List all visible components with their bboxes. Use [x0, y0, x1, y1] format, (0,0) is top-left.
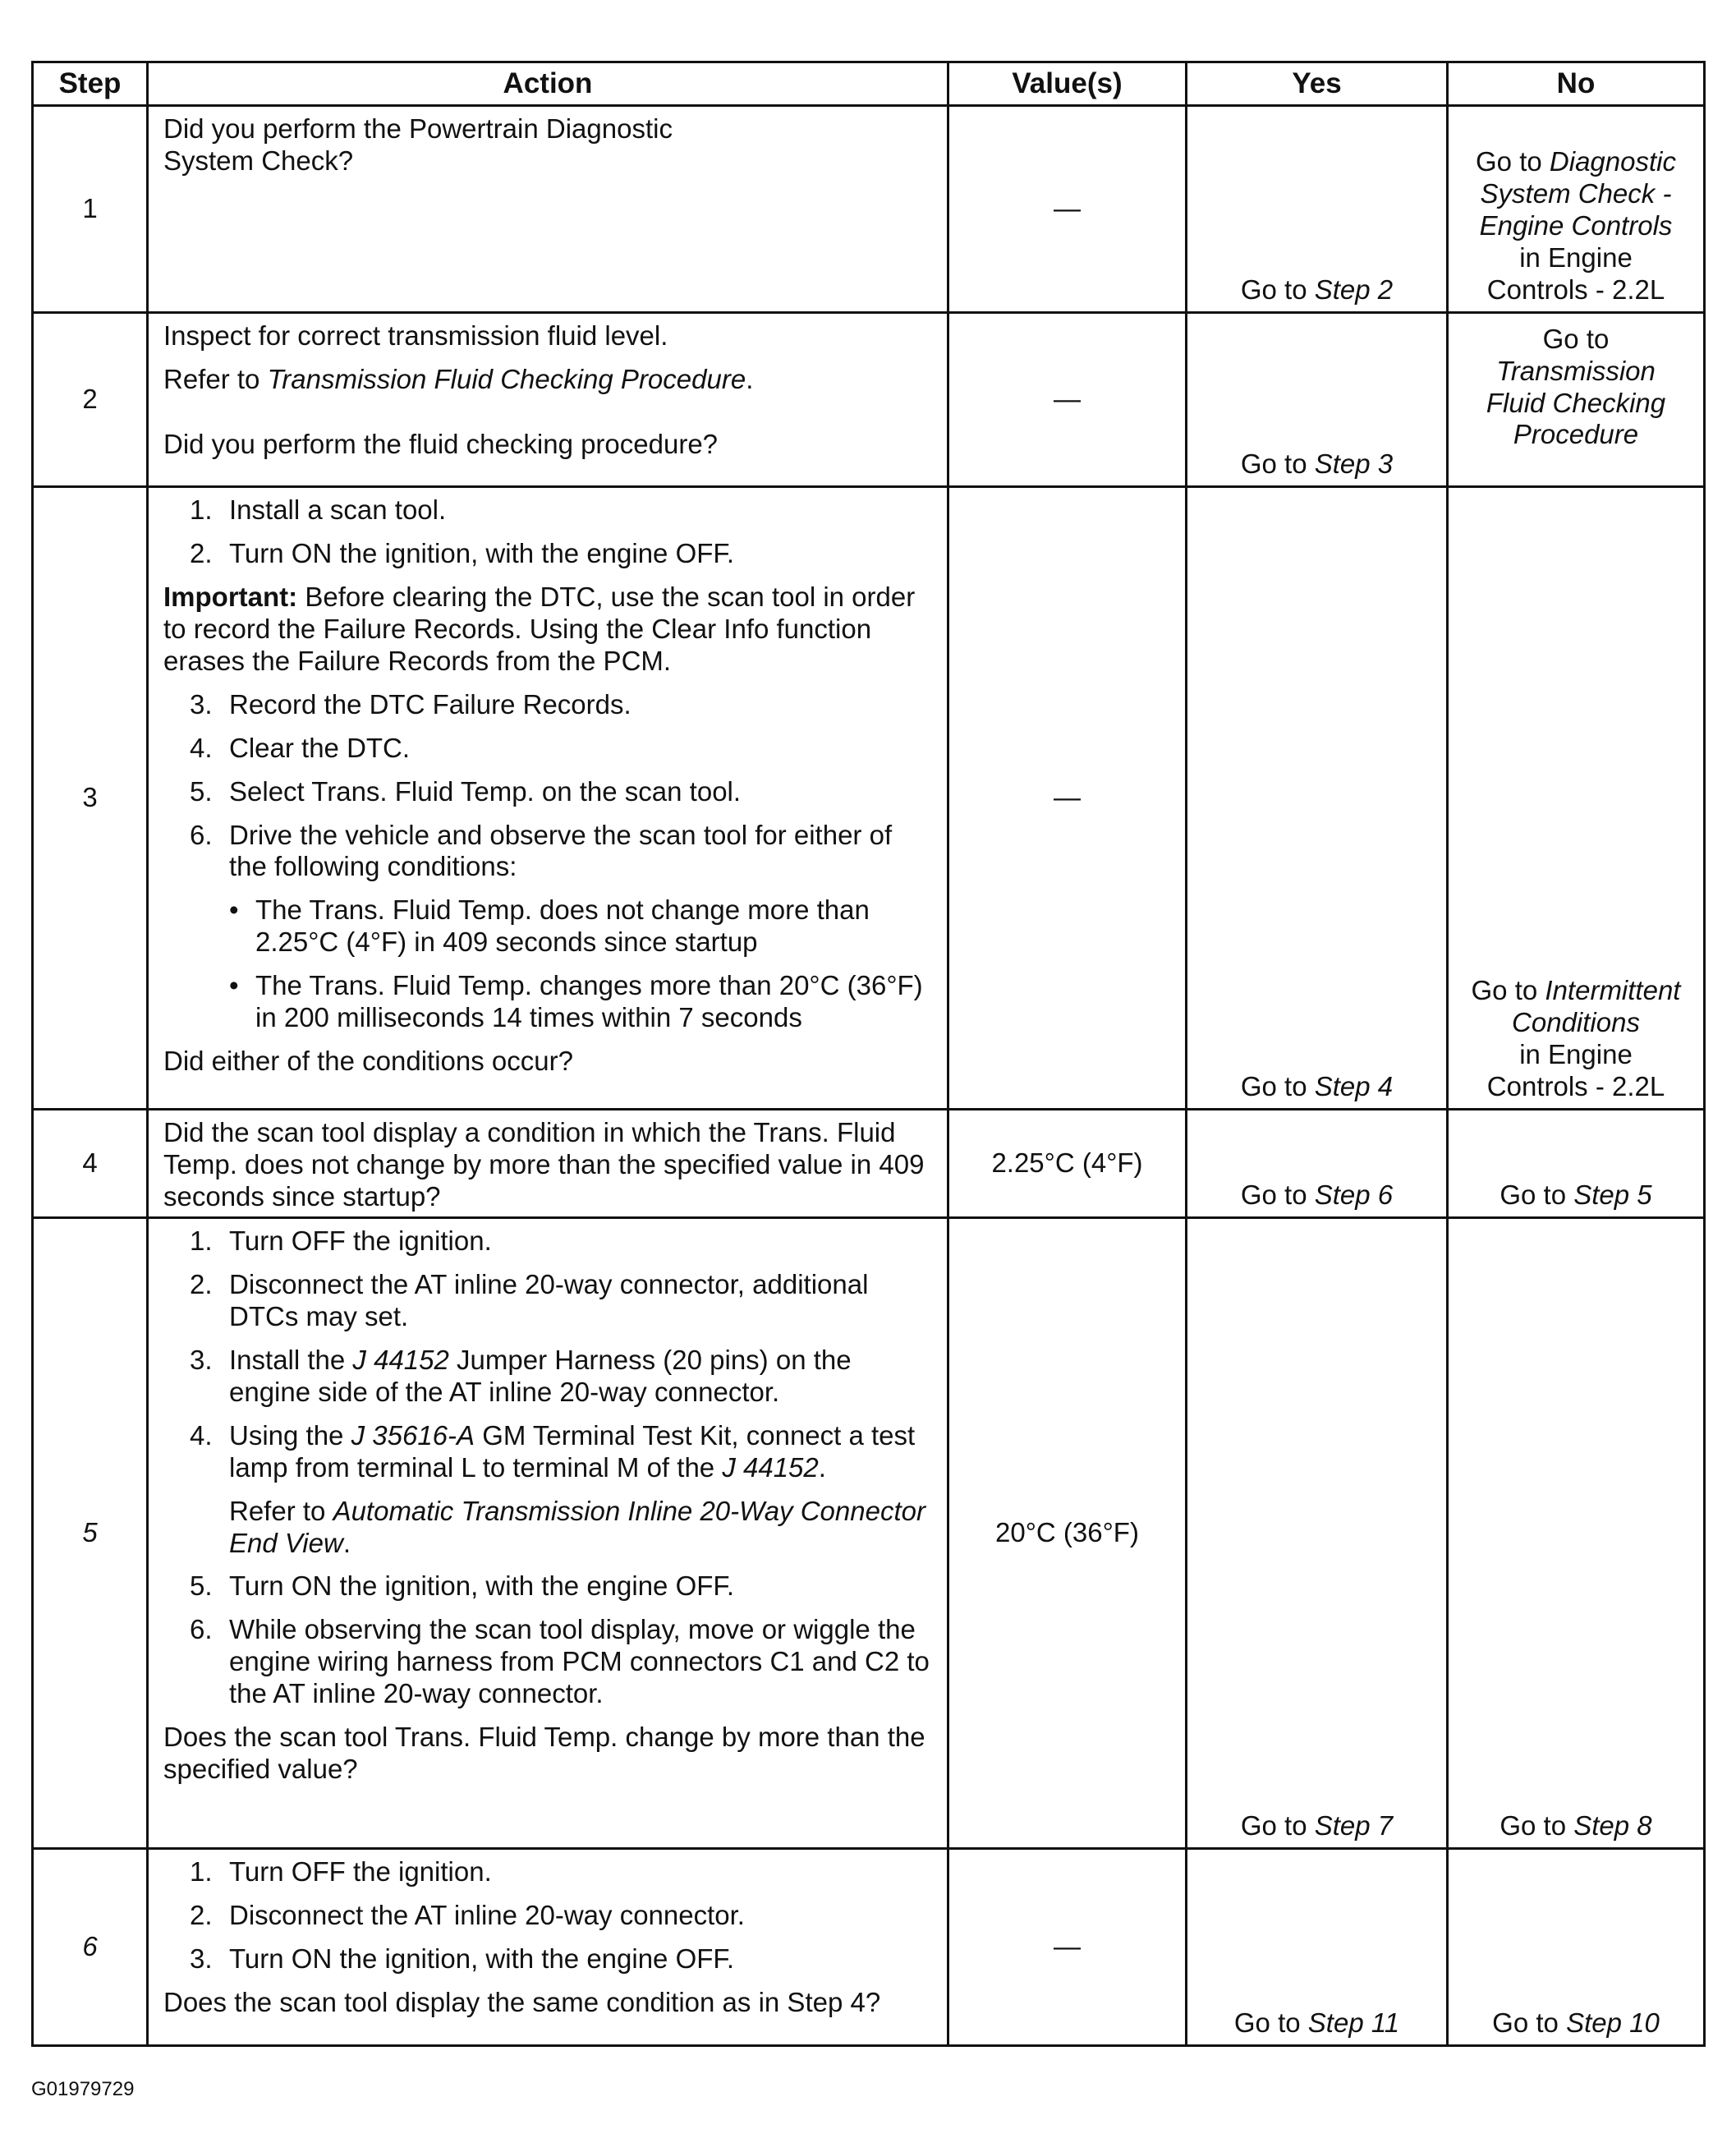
action-text: System Check? [163, 145, 354, 176]
action-step: 1. Turn OFF the ignition. [190, 1225, 492, 1256]
action-cell [148, 1218, 948, 1849]
yes-cell: Go to Step 11 [1187, 1849, 1448, 2046]
step-link[interactable]: Step 11 [1307, 2007, 1400, 2039]
yes-cell: Go to Step 3 [1187, 313, 1448, 487]
action-question: Does the scan tool Trans. Fluid Temp. change by more than the specified value? [163, 1722, 925, 1785]
no-cell: Go to Step 5 [1448, 1110, 1705, 1218]
action-cell [148, 487, 948, 1110]
step-link[interactable]: Step 3 [1314, 448, 1394, 480]
value-cell: — [948, 106, 1187, 313]
action-step: 4. Clear the DTC. [190, 732, 411, 763]
no-cell: Go to Step 8 [1448, 1218, 1705, 1849]
yes-cell: Go to Step 2 [1187, 106, 1448, 313]
action-step: 2. Disconnect the AT inline 20-way connector, additional DTCs may set. [190, 1268, 869, 1331]
doc-link[interactable]: System Check - [1480, 178, 1672, 209]
doc-link[interactable]: Transmission Fluid Checking Procedure [267, 363, 746, 394]
action-step: 6. While observing the scan tool display, move or wiggle the engine wiring harness from PCM connectors C1 and C2 to the AT inline 20-way connector. [190, 1614, 930, 1709]
action-text: Refer to Transmission Fluid Checking Procedure. [163, 363, 754, 394]
diagnostic-table [31, 61, 1706, 2047]
no-cell: Go to Intermittent Conditions in Engine Controls - 2.2L [1448, 487, 1705, 1110]
value-cell: 2.25°C (4°F) [948, 1110, 1187, 1218]
value-cell: — [948, 1849, 1187, 2046]
doc-link[interactable]: Engine Controls [1479, 210, 1673, 241]
doc-link[interactable]: Intermittent [1545, 975, 1681, 1006]
action-question: Did the scan tool display a condition in which the Trans. Fluid Temp. does not change by more than the specified value in 409 seconds since startup? [163, 1117, 925, 1212]
action-step: 1. Turn OFF the ignition. [190, 1856, 492, 1887]
step-link[interactable]: Step 8 [1573, 1810, 1652, 1842]
action-step: 4. Using the J 35616-A GM Terminal Test Kit, connect a test lamp from terminal L to terminal M of the J 44152. Refer to Automatic Transmission Inline 20-Way Connector End View. [163, 1420, 935, 1560]
header-values: Value(s) [948, 62, 1187, 106]
doc-link[interactable]: Fluid Checking [1486, 387, 1666, 418]
action-step: 2. Disconnect the AT inline 20-way connector. [190, 1899, 745, 1930]
action-step: 3. Record the DTC Failure Records. [190, 688, 631, 720]
yes-cell: Go to Step 4 [1187, 487, 1448, 1110]
action-text: Inspect for correct transmission fluid level. [163, 320, 668, 351]
important-note: Important: Before clearing the DTC, use the scan tool in order to record the Failure Records. Using the Clear Info function erases the Failure Records from the PCM. [163, 581, 916, 676]
action-step: 3. Turn ON the ignition, with the engine OFF. [190, 1943, 735, 1974]
value-cell: 20°C (36°F) [948, 1218, 1187, 1849]
step-number: 4 [33, 1110, 148, 1218]
action-cell [148, 313, 948, 487]
table-row [33, 487, 1705, 1110]
action-step: 1. Install a scan tool. [190, 494, 447, 525]
condition-bullet: • The Trans. Fluid Temp. changes more than 20°C (36°F) in 200 milliseconds 14 times within 7 seconds [229, 970, 923, 1033]
value-cell: — [948, 487, 1187, 1110]
header-row [33, 62, 1705, 106]
figure-code: G01979729 [31, 2078, 135, 2100]
action-step: 5. Turn ON the ignition, with the engine OFF. [190, 1570, 735, 1602]
doc-link[interactable]: Procedure [1513, 419, 1639, 450]
doc-link[interactable]: Transmission [1496, 355, 1656, 386]
action-question: Did either of the conditions occur? [163, 1046, 573, 1077]
action-text: Did you perform the Powertrain Diagnostic [163, 113, 673, 144]
step-link[interactable]: Step 7 [1314, 1810, 1394, 1842]
step-number: 2 [33, 313, 148, 487]
no-cell: Go to Diagnostic System Check - Engine Controls in Engine Controls - 2.2L [1448, 106, 1705, 313]
tool-ref: J 44152 [722, 1451, 819, 1483]
action-step: 6. Drive the vehicle and observe the scan tool for either of the following conditions: [190, 819, 893, 882]
value-cell: — [948, 313, 1187, 487]
action-question: Did you perform the fluid checking procedure? [163, 428, 719, 459]
no-cell: Go to Step 10 [1448, 1849, 1705, 2046]
header-yes: Yes [1187, 62, 1448, 106]
action-step: 5. Select Trans. Fluid Temp. on the scan tool. [190, 775, 742, 807]
header-action: Action [148, 62, 948, 106]
table-row [33, 313, 1705, 487]
action-step: 2. Turn ON the ignition, with the engine OFF. [190, 537, 735, 568]
action-cell [148, 1849, 948, 2046]
condition-bullet: • The Trans. Fluid Temp. does not change more than 2.25°C (4°F) in 409 seconds since startup [229, 894, 870, 958]
table-row [33, 106, 1705, 313]
table-row [33, 1218, 1705, 1849]
step-link[interactable]: Step 5 [1573, 1179, 1652, 1211]
doc-link[interactable]: Conditions [1512, 1007, 1640, 1038]
yes-cell: Go to Step 6 [1187, 1110, 1448, 1218]
header-no: No [1448, 62, 1705, 106]
step-link[interactable]: Step 4 [1314, 1071, 1394, 1102]
action-cell [148, 106, 948, 313]
doc-link[interactable]: Automatic Transmission Inline 20-Way Connector End View [229, 1495, 925, 1558]
action-question: Does the scan tool display the same condition as in Step 4? [163, 1986, 881, 2017]
step-link[interactable]: Step 6 [1314, 1179, 1394, 1211]
tool-ref: J 35616-A [351, 1419, 475, 1451]
step-number: 3 [33, 487, 148, 1110]
step-number: 5 [33, 1218, 148, 1849]
step-number: 1 [33, 106, 148, 313]
table-row [33, 1110, 1705, 1218]
step-link[interactable]: Step 10 [1566, 2007, 1660, 2039]
table-row [33, 1849, 1705, 2046]
action-cell [148, 1110, 948, 1218]
no-cell: Go to Transmission Fluid Checking Procedure [1448, 313, 1705, 487]
step-number: 6 [33, 1849, 148, 2046]
doc-link[interactable]: Diagnostic [1549, 146, 1676, 177]
step-link[interactable]: Step 2 [1314, 274, 1394, 306]
header-step: Step [33, 62, 148, 106]
yes-cell: Go to Step 7 [1187, 1218, 1448, 1849]
tool-ref: J 44152 [352, 1344, 449, 1375]
action-subnote: Refer to Automatic Transmission Inline 20-Way Connector End View. [229, 1495, 925, 1558]
action-step: 3. Install the J 44152 Jumper Harness (20 pins) on the engine side of the AT inline 20-way connector. [190, 1344, 852, 1407]
